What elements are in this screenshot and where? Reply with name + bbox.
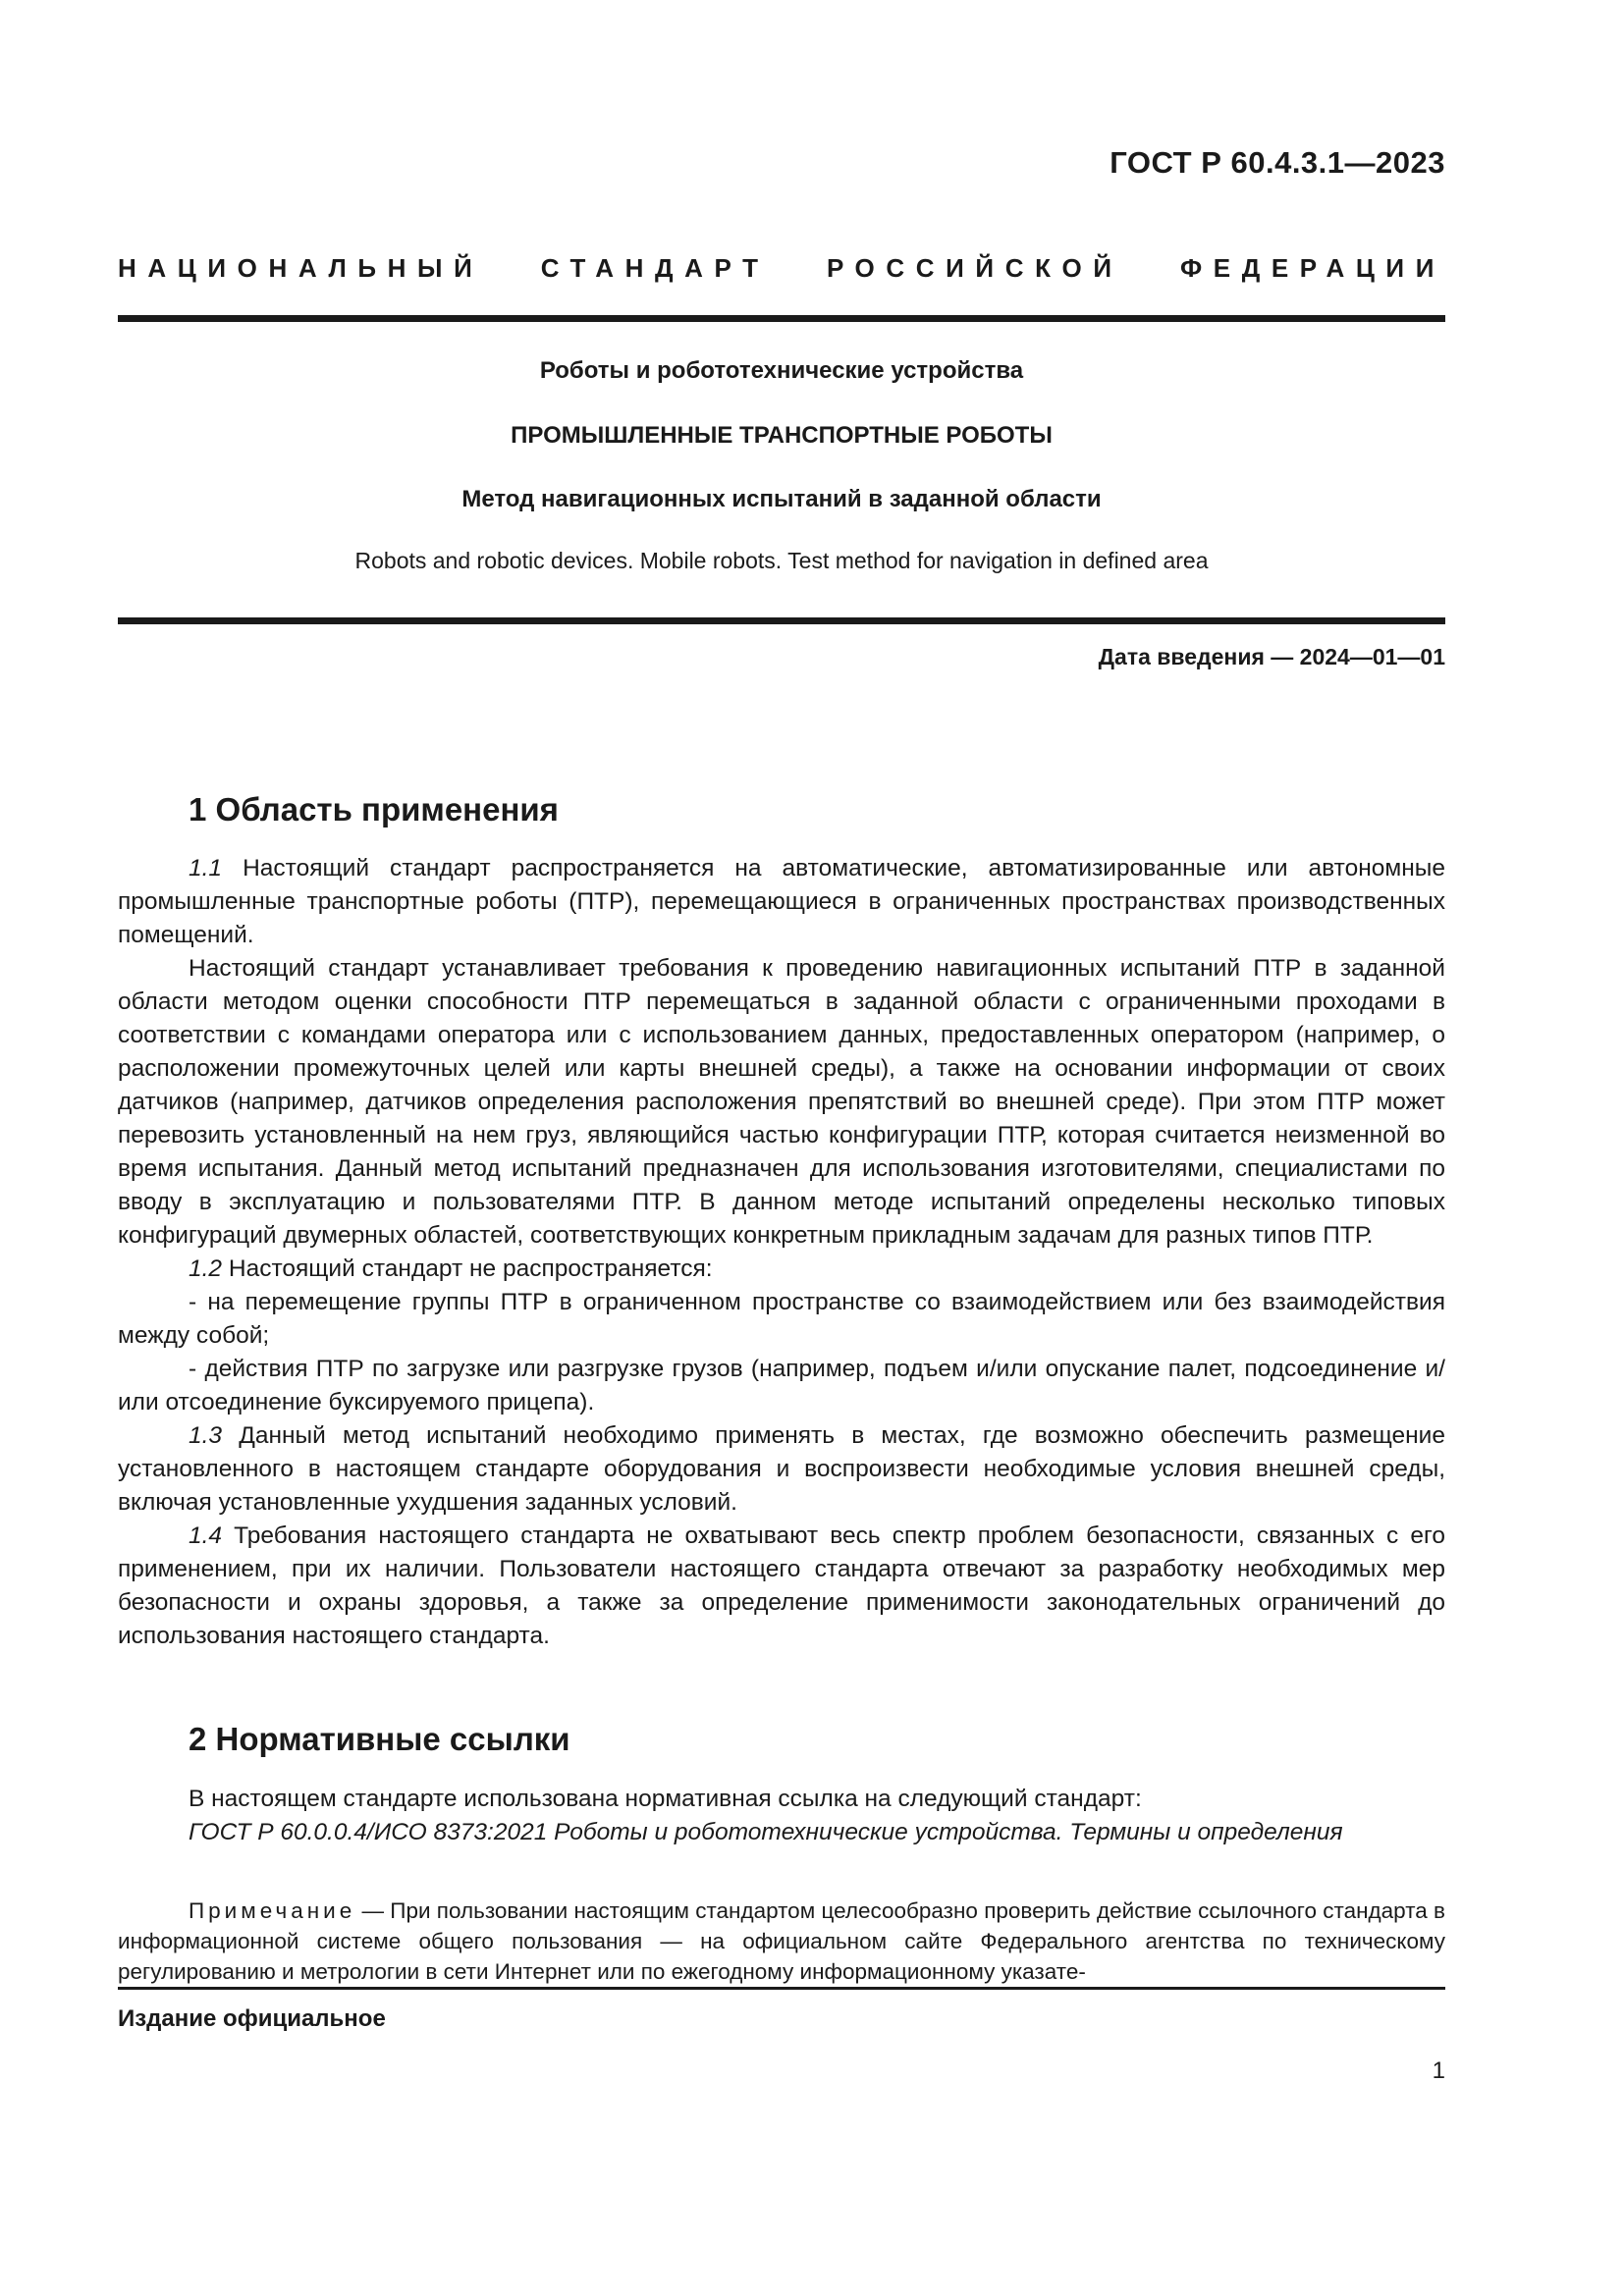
- section-1-body: [118, 852, 1445, 1653]
- note-text: — При пользовании настоящим стандартом целесообразно проверить действие ссылочного стандарта в информационной системе общего пользования — на официальном сайте Федерального агентства по техническому регулированию и метрологии в сети Интернет или по ежегодному информационному указате-: [118, 1898, 1445, 1984]
- clause-number: 1.3: [189, 1422, 223, 1449]
- paragraph-1-4: [118, 1520, 1445, 1653]
- page-number: 1: [1432, 2057, 1445, 2084]
- clause-number: 1.4: [189, 1522, 223, 1549]
- title-sub: Метод навигационных испытаний в заданной области: [461, 486, 1102, 512]
- paragraph-2-1: В настоящем стандарте использована нормативная ссылка на следующий стандарт:: [189, 1786, 1142, 1812]
- introduction-date: Дата введения — 2024—01—01: [1098, 644, 1445, 669]
- clause-number: 1.2: [189, 1255, 223, 1282]
- title-english: Robots and robotic devices. Mobile robots. Test method for navigation in defined area: [354, 548, 1209, 573]
- note-block: [118, 1896, 1445, 1987]
- section-1-heading: 1 Область применения: [189, 791, 559, 828]
- national-standard-banner: НАЦИОНАЛЬНЫЙ СТАНДАРТ РОССИЙСКОЙ ФЕДЕРАЦИИ: [118, 253, 1445, 283]
- paragraph-1-2: [118, 1253, 1445, 1286]
- footer-rule: [118, 1987, 1445, 1990]
- clause-number: 1.1: [189, 855, 223, 881]
- list-item-1: - на перемещение группы ПТР в ограниченном пространстве со взаимодействием или без взаимодействия между собой;: [118, 1289, 1445, 1349]
- note-label: Примечание: [189, 1898, 356, 1923]
- normative-reference: ГОСТ Р 60.0.0.4/ИСО 8373:2021 Роботы и робототехнические устройства. Термины и определения: [189, 1819, 1343, 1845]
- paragraph-1-1: [118, 852, 1445, 952]
- top-rule: [118, 315, 1445, 322]
- section-2-body: [118, 1783, 1445, 1849]
- standard-number: ГОСТ Р 60.4.3.1—2023: [1110, 145, 1445, 180]
- clause-text: Настоящий стандарт распространяется на автоматические, автоматизированные или автономные промышленные транспортные роботы (ПТР), перемещающиеся в ограниченных пространствах производственных помещений.: [118, 855, 1445, 948]
- clause-text: Настоящий стандарт не распространяется:: [222, 1255, 713, 1282]
- paragraph-1-3: [118, 1419, 1445, 1520]
- note-paragraph: [118, 1896, 1445, 1987]
- section-2-heading: 2 Нормативные ссылки: [189, 1721, 570, 1757]
- title-bottom-rule: [118, 617, 1445, 624]
- clause-text: Данный метод испытаний необходимо применять в местах, где возможно обеспечить размещение установленного в настоящем стандарте оборудования и воспроизвести необходимые условия внешней среды, включая установленные ухудшения заданных условий.: [118, 1422, 1445, 1516]
- document-page: [118, 0, 1445, 2296]
- paragraph-1-1-cont: Настоящий стандарт устанавливает требования к проведению навигационных испытаний ПТР в заданной области методом оценки способности ПТР перемещаться в заданной области с ограниченными проходами в соответствии с командами оператора или с использованием данных, предоставленных оператором (например, о расположении промежуточных целей или карты внешней среды), а также на основании информации от своих датчиков (например, датчиков определения расположения препятствий во внешней среде). При этом ПТР может перевозить установленный на нем груз, являющийся частью конфигурации ПТР, которая считается неизменной во время испытания. Данный метод испытаний предназначен для использования изготовителями, специалистами по вводу в эксплуатацию и пользователями ПТР. В данном методе испытаний определены несколько типовых конфигураций двумерных областей, соответствующих конкретным прикладным задачам для разных типов ПТР.: [118, 955, 1445, 1249]
- list-item-2: - действия ПТР по загрузке или разгрузке грузов (например, подъем и/или опускание палет, подсоединение и/или отсоединение буксируемого прицепа).: [118, 1356, 1445, 1415]
- official-edition-label: Издание официальное: [118, 2005, 386, 2032]
- title-general: Роботы и робототехнические устройства: [539, 357, 1024, 384]
- title-main: ПРОМЫШЛЕННЫЕ ТРАНСПОРТНЫЕ РОБОТЫ: [511, 422, 1053, 449]
- clause-text: Требования настоящего стандарта не охватывают весь спектр проблем безопасности, связанных с его применением, при их наличии. Пользователи настоящего стандарта отвечают за разработку необходимых мер безопасности и охраны здоровья, а также за определение применимости законодательных ограничений до использования настоящего стандарта.: [118, 1522, 1445, 1649]
